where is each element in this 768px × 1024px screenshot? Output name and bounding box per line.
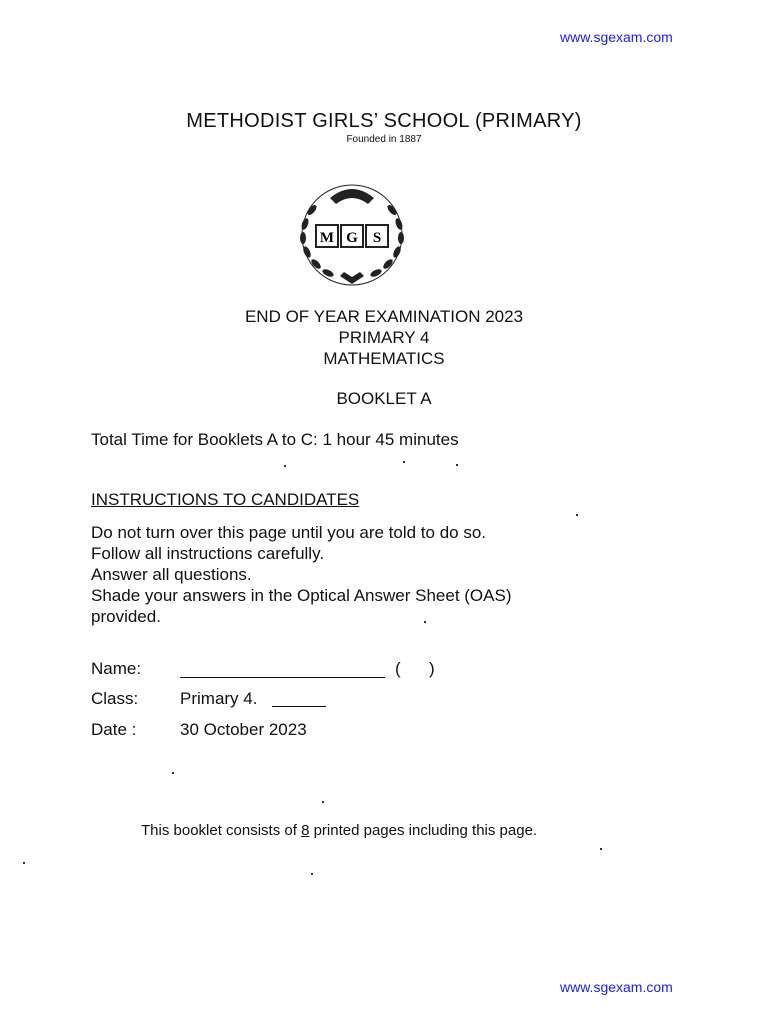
date-value: 30 October 2023 bbox=[180, 720, 307, 739]
scan-speck bbox=[456, 464, 458, 466]
date-label: Date : bbox=[91, 720, 137, 739]
header-link[interactable]: www.sgexam.com bbox=[560, 29, 673, 45]
instruction-line: Do not turn over this page until you are told to do so. bbox=[91, 523, 487, 542]
scan-speck bbox=[403, 461, 405, 463]
scan-speck bbox=[424, 621, 426, 623]
scan-speck bbox=[172, 772, 174, 774]
school-crest-icon bbox=[290, 180, 415, 290]
scan-speck bbox=[311, 873, 313, 875]
crest-letter-m: M bbox=[319, 230, 335, 246]
instruction-line: Answer all questions. bbox=[91, 565, 252, 584]
exam-title: END OF YEAR EXAMINATION 2023 bbox=[244, 307, 524, 326]
name-label: Name: bbox=[91, 659, 142, 678]
instruction-line: Follow all instructions carefully. bbox=[91, 544, 325, 563]
school-crest bbox=[290, 180, 415, 295]
page-count-prefix: This booklet consists of bbox=[141, 822, 302, 839]
scan-speck bbox=[284, 465, 286, 467]
exam-level: PRIMARY 4 bbox=[338, 328, 430, 347]
crest-letter-s: S bbox=[372, 230, 382, 246]
scan-speck bbox=[600, 848, 602, 850]
instruction-line: Shade your answers in the Optical Answer Sheet (OAS) bbox=[91, 586, 512, 605]
scan-speck bbox=[23, 862, 25, 864]
page-count-note bbox=[141, 822, 537, 839]
scan-speck bbox=[322, 801, 324, 803]
instructions-heading: INSTRUCTIONS TO CANDIDATES bbox=[91, 490, 360, 509]
register-number-field[interactable]: ( ) bbox=[395, 659, 435, 678]
class-blank[interactable] bbox=[272, 689, 326, 707]
footer-link[interactable]: www.sgexam.com bbox=[560, 979, 673, 995]
class-value: Primary 4. bbox=[180, 689, 258, 708]
page-count-suffix: printed pages including this page. bbox=[309, 822, 538, 839]
instruction-line: provided. bbox=[91, 607, 161, 626]
name-blank[interactable] bbox=[180, 660, 385, 678]
name-field[interactable] bbox=[180, 660, 385, 683]
founded-text: Founded in 1887 bbox=[346, 134, 422, 145]
total-time: Total Time for Booklets A to C: 1 hour 45 minutes bbox=[91, 430, 459, 449]
exam-subject: MATHEMATICS bbox=[323, 349, 445, 368]
class-label: Class: bbox=[91, 689, 139, 708]
class-field[interactable] bbox=[272, 689, 326, 712]
scan-speck bbox=[576, 514, 578, 516]
crest-letter-g: G bbox=[346, 230, 358, 246]
booklet-label: BOOKLET A bbox=[336, 389, 432, 408]
page-count-number: 8 bbox=[301, 822, 310, 839]
school-name: METHODIST GIRLS’ SCHOOL (PRIMARY) bbox=[186, 110, 582, 132]
